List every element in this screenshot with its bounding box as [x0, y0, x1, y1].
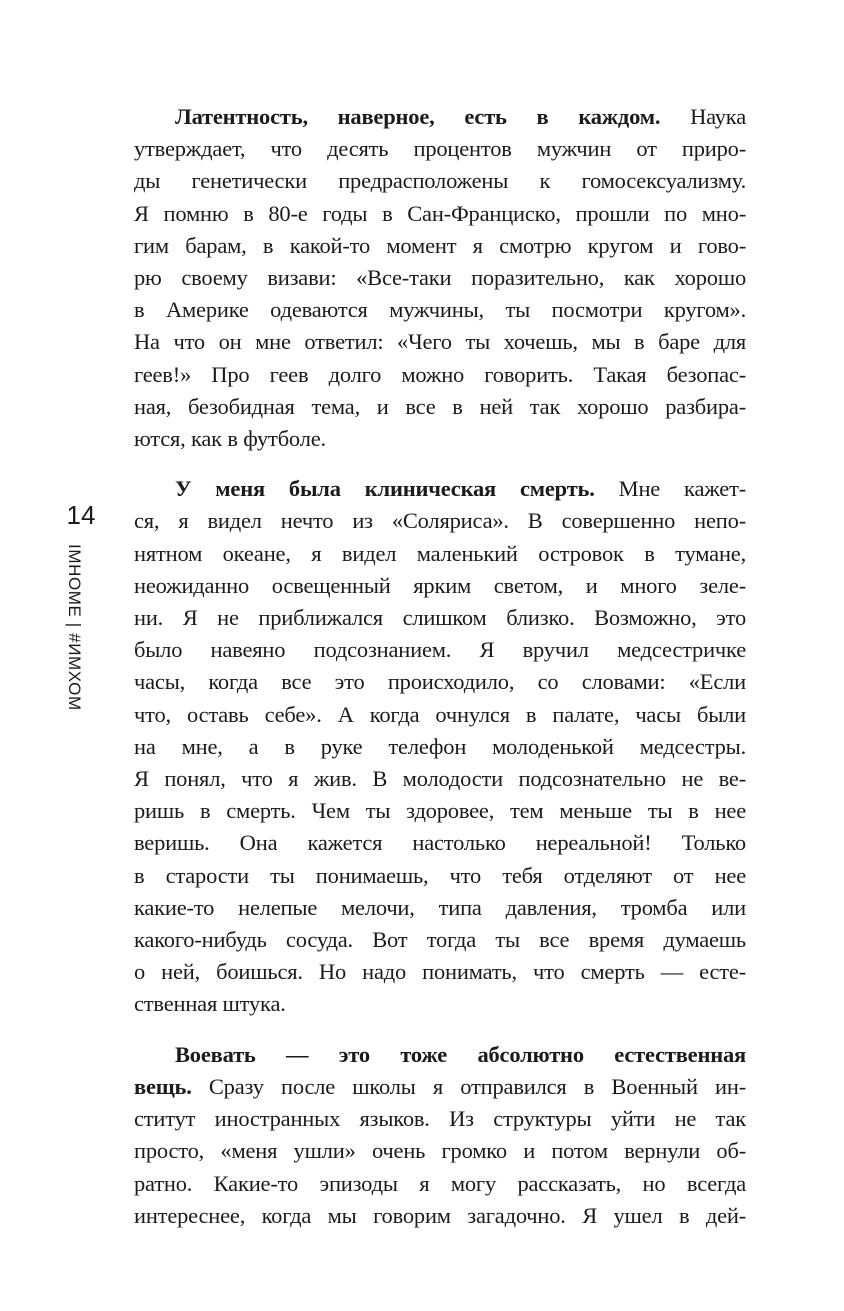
- text-line: [134, 326, 746, 358]
- text-line: [134, 892, 746, 924]
- text-line: [134, 101, 746, 133]
- body-text: в Америке одеваются мужчины, ты посмотри кругом».: [134, 297, 746, 323]
- bold-lead-text: вещь.: [134, 1073, 192, 1099]
- text-line: [134, 473, 746, 505]
- body-text: на мне, а в руке телефон молоденькой медсестры.: [134, 733, 746, 759]
- text-line: [134, 165, 746, 197]
- body-text: интереснее, когда мы говорим загадочно. Я ушел в дей-: [134, 1202, 746, 1228]
- text-line: [134, 1168, 746, 1200]
- text-line: [134, 538, 746, 570]
- text-line: [134, 634, 746, 666]
- body-text: рю своему визави: «Все-таки поразительно, как хорошо: [134, 265, 746, 291]
- text-line: [134, 1071, 746, 1103]
- text-line: [134, 795, 746, 827]
- bold-lead-text: У меня была клиническая смерть.: [175, 476, 595, 502]
- text-line: [134, 731, 746, 763]
- body-text: что, оставь себе». А когда очнулся в палате, часы были: [134, 701, 746, 727]
- text-line: [134, 699, 746, 731]
- text-line: [134, 391, 746, 423]
- body-text: о ней, боишься. Но надо понимать, что смерть — есте-: [134, 959, 746, 985]
- body-text: геев!» Про геев долго можно говорить. Такая безопас-: [134, 361, 746, 387]
- text-line: [134, 666, 746, 698]
- body-text: утверждает, что десять процентов мужчин от приро-: [134, 136, 746, 162]
- body-text: Сразу после школы я отправился в Военный ин-: [191, 1073, 746, 1099]
- text-line: [134, 827, 746, 859]
- body-text: Наука: [660, 104, 746, 129]
- text-line: [134, 230, 746, 262]
- page-number: 14: [66, 500, 96, 530]
- text-line: [134, 262, 746, 294]
- bold-lead-text: Латентность, наверное, есть в каждом.: [175, 104, 661, 129]
- series-margin-label: IMHOME | #ИМХОМ: [65, 544, 84, 711]
- body-text: нятном океане, я видел маленький островок в тумане,: [134, 540, 746, 566]
- text-line: [134, 602, 746, 634]
- body-text: часы, когда все это происходило, со словами: «Если: [134, 669, 746, 695]
- text-line: [134, 1135, 746, 1167]
- text-line: [134, 359, 746, 391]
- body-text: ся, я видел нечто из «Соляриса». В совершенно непо-: [134, 508, 746, 534]
- body-text: Мне кажет-: [594, 476, 746, 502]
- body-text: Я помню в 80-е годы в Сан-Франциско, прошли по мно-: [134, 200, 746, 226]
- paragraph: [134, 1039, 746, 1232]
- text-line: [134, 924, 746, 956]
- body-text: было навеяно подсознанием. Я вручил медсестричке: [134, 637, 746, 663]
- text-line: [134, 956, 746, 988]
- paragraph: [134, 473, 746, 1020]
- text-line: [134, 1200, 746, 1232]
- text-line: [134, 133, 746, 165]
- text-block: [134, 101, 746, 1232]
- body-text: ришь в смерть. Чем ты здоровее, тем меньше ты в нее: [134, 798, 746, 824]
- body-text: ная, безобидная тема, и все в ней так хорошо разбира-: [134, 393, 746, 419]
- text-line: [134, 505, 746, 537]
- body-text: ются, как в футболе.: [134, 426, 326, 452]
- text-line: [134, 763, 746, 795]
- body-text: неожиданно освещенный ярким светом, и много зеле-: [134, 572, 746, 598]
- body-text: просто, «меня ушли» очень громко и потом вернули об-: [134, 1138, 746, 1164]
- text-line: [134, 1039, 746, 1071]
- body-text: Я понял, что я жив. В молодости подсознательно не ве-: [134, 766, 746, 792]
- text-line: [134, 294, 746, 326]
- body-text: гим барам, в какой-то момент я смотрю кругом и гово-: [134, 232, 746, 258]
- body-text: в старости ты понимаешь, что тебя отделяют от нее: [134, 862, 746, 888]
- body-text: веришь. Она кажется настолько нереальной! Только: [134, 830, 746, 856]
- body-text: ратно. Какие-то эпизоды я могу рассказать, но всегда: [134, 1170, 746, 1196]
- body-text: ни. Я не приближался слишком близко. Возможно, это: [134, 605, 746, 631]
- body-text: какого-нибудь сосуда. Вот тогда ты все время думаешь: [134, 927, 746, 953]
- text-line: [134, 198, 746, 230]
- body-text: ститут иностранных языков. Из структуры уйти не так: [134, 1106, 746, 1132]
- bold-lead-text: Воевать — это тоже абсолютно естественная: [175, 1041, 746, 1067]
- body-text: ственная штука.: [134, 991, 286, 1017]
- body-text: ды генетически предрасположены к гомосексуализму.: [134, 168, 746, 194]
- text-line: [134, 423, 746, 455]
- body-text: какие-то нелепые мелочи, типа давления, тромба или: [134, 894, 746, 920]
- text-line: [134, 988, 746, 1020]
- text-line: [134, 570, 746, 602]
- body-text: На что он мне ответил: «Чего ты хочешь, мы в баре для: [134, 329, 746, 355]
- text-line: [134, 1103, 746, 1135]
- paragraph: [134, 101, 746, 455]
- text-line: [134, 860, 746, 892]
